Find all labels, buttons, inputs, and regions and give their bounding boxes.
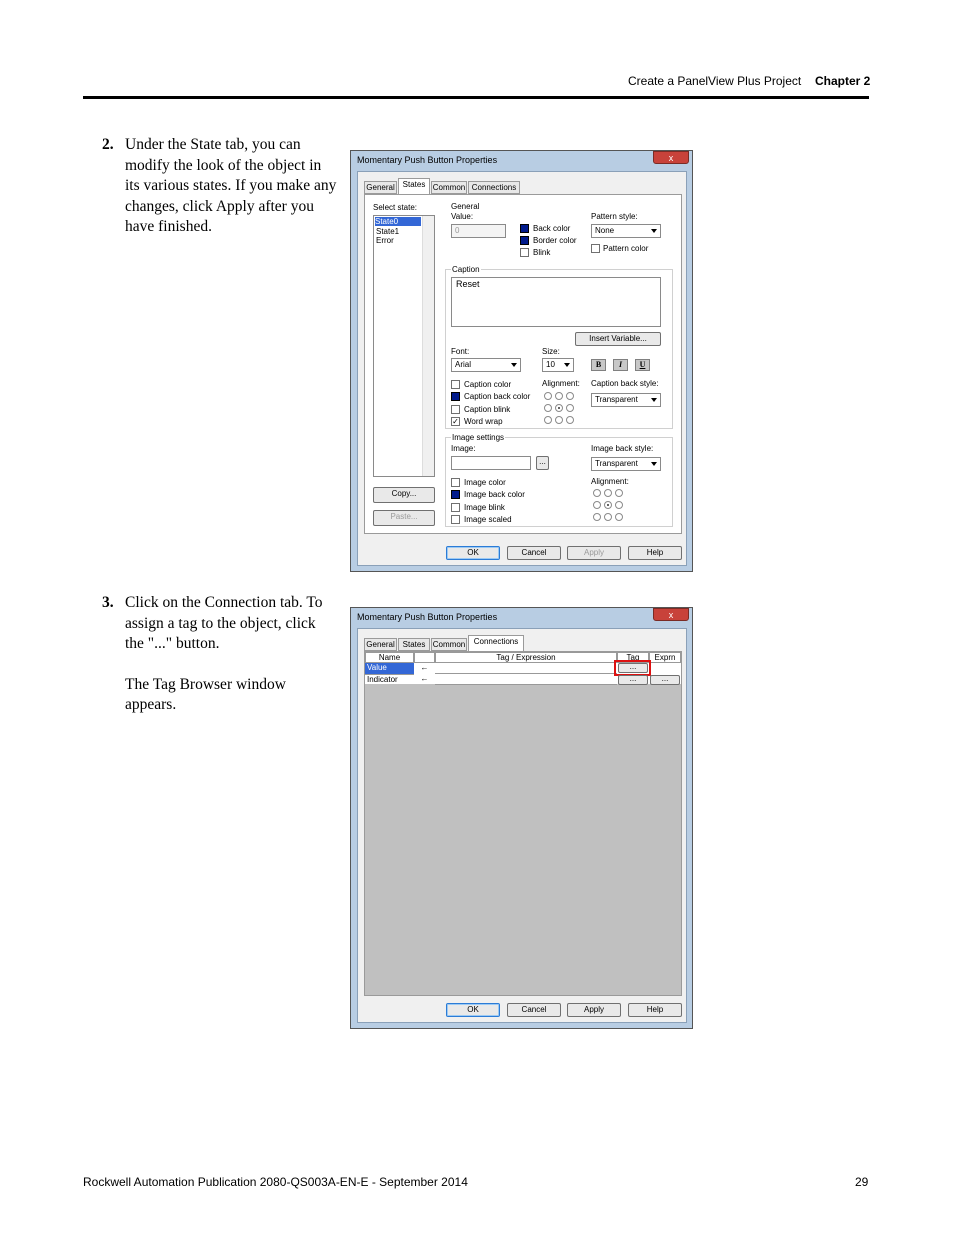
image-blink-checkbox[interactable]	[451, 503, 460, 512]
step-3-note-line: appears.	[125, 696, 177, 713]
step-3-line: the "..." button.	[125, 635, 220, 652]
image-alignment-label: Alignment:	[591, 477, 629, 486]
font-value: Arial	[455, 360, 472, 369]
image-back-color-swatch[interactable]	[451, 490, 460, 499]
blink-label: Blink	[533, 248, 551, 257]
help-button[interactable]: Help	[628, 1003, 682, 1017]
image-back-style-value: Transparent	[595, 459, 638, 468]
chevron-down-icon	[511, 363, 517, 367]
font-label: Font:	[451, 347, 470, 356]
image-label: Image:	[451, 444, 476, 453]
step-3-text	[125, 593, 340, 716]
column-header-tag: Tag	[617, 652, 649, 663]
step-3-line: assign a tag to the object, click	[125, 614, 316, 632]
step-3-number: 3.	[102, 594, 114, 611]
step-3-note-line: The Tag Browser window	[125, 675, 286, 693]
image-scaled-label: Image scaled	[464, 515, 512, 524]
image-settings-label: Image settings	[452, 433, 505, 442]
caption-alignment-label: Alignment:	[542, 379, 580, 388]
tag-browse-button[interactable]: ...	[618, 675, 648, 685]
dialog-title: Momentary Push Button Properties	[357, 155, 498, 165]
caption-align-radio[interactable]	[544, 416, 552, 424]
image-back-style-dropdown[interactable]	[591, 457, 661, 471]
apply-button[interactable]: Apply	[567, 1003, 621, 1017]
row-name-value[interactable]: Value	[365, 663, 414, 674]
pattern-color-label: Pattern color	[603, 244, 649, 253]
tab-common[interactable]: Common	[432, 640, 466, 649]
image-browse-button[interactable]: ...	[536, 456, 549, 470]
back-color-label: Back color	[533, 224, 571, 233]
running-header-section: Create a PanelView Plus Project	[628, 74, 802, 88]
caption-back-color-label: Caption back color	[464, 392, 531, 401]
chevron-down-icon	[564, 363, 570, 367]
state-listbox[interactable]	[373, 215, 435, 477]
listbox-scrollbar[interactable]	[422, 216, 434, 476]
tag-browse-button[interactable]: ...	[618, 663, 648, 673]
tag-expression-field[interactable]	[435, 674, 617, 685]
arrow-icon: ←	[420, 663, 429, 672]
tab-general[interactable]: General	[364, 181, 397, 194]
cancel-button[interactable]: Cancel	[507, 546, 561, 560]
arrow-icon: ←	[420, 674, 429, 683]
image-scaled-checkbox[interactable]	[451, 515, 460, 524]
value-label: Value:	[451, 212, 474, 221]
font-dropdown[interactable]	[451, 358, 521, 372]
chevron-down-icon	[651, 229, 657, 233]
blink-checkbox[interactable]	[520, 248, 529, 257]
caption-blink-checkbox[interactable]	[451, 405, 460, 414]
italic-button[interactable]: I	[613, 359, 628, 371]
step-2-number: 2.	[102, 136, 114, 153]
caption-align-radio[interactable]	[544, 392, 552, 400]
caption-back-color-swatch[interactable]	[451, 392, 460, 401]
state-item[interactable]: Error	[376, 236, 394, 245]
expression-browse-button[interactable]: ...	[650, 675, 680, 685]
image-color-checkbox[interactable]	[451, 478, 460, 487]
copy-button[interactable]: Copy...	[373, 487, 435, 503]
image-align-radio[interactable]	[593, 513, 601, 521]
state-item[interactable]: State1	[376, 227, 400, 236]
page-number: 29	[855, 1175, 869, 1189]
general-group-label: General	[451, 202, 480, 211]
close-button[interactable]: x	[653, 608, 689, 621]
step-3-line: Click on the Connection tab. To	[125, 594, 323, 611]
image-align-radio-selected[interactable]	[604, 501, 612, 509]
caption-align-radio[interactable]	[555, 416, 563, 424]
state-item-selected[interactable]: State0	[375, 217, 421, 226]
paste-button[interactable]: Paste...	[373, 510, 435, 526]
step-2-line: its various states. If you make any	[125, 177, 337, 194]
image-align-radio[interactable]	[615, 513, 623, 521]
tag-expression-field[interactable]	[435, 663, 617, 674]
image-align-radio[interactable]	[604, 489, 612, 497]
size-label: Size:	[542, 347, 560, 356]
image-back-style-label: Image back style:	[591, 444, 654, 453]
help-button[interactable]: Help	[628, 546, 682, 560]
apply-button[interactable]: Apply	[567, 546, 621, 560]
caption-align-radio-selected[interactable]	[555, 404, 563, 412]
insert-variable-button[interactable]: Insert Variable...	[575, 332, 661, 346]
caption-back-style-label: Caption back style:	[591, 379, 659, 388]
underline-button[interactable]: U	[635, 359, 650, 371]
image-color-label: Image color	[464, 478, 506, 487]
column-header-arrow	[414, 652, 435, 663]
tab-states[interactable]: States	[398, 638, 430, 651]
caption-align-radio[interactable]	[566, 392, 574, 400]
image-field[interactable]	[451, 456, 531, 470]
caption-color-checkbox[interactable]	[451, 380, 460, 389]
chevron-down-icon	[651, 462, 657, 466]
border-color-swatch[interactable]	[520, 236, 529, 245]
word-wrap-label: Word wrap	[464, 417, 503, 426]
caption-back-style-value: Transparent	[595, 395, 638, 404]
column-header-tag-expression: Tag / Expression	[435, 652, 617, 663]
image-align-radio[interactable]	[615, 501, 623, 509]
caption-color-label: Caption color	[464, 380, 512, 389]
step-2-line: changes, click Apply after you	[125, 197, 314, 215]
dialog-title: Momentary Push Button Properties	[357, 612, 498, 622]
chevron-down-icon	[651, 398, 657, 402]
size-value: 10	[546, 360, 555, 369]
dialog-body	[357, 628, 687, 1023]
select-state-label: Select state:	[373, 203, 418, 212]
tab-connections[interactable]: Connections	[468, 181, 520, 194]
size-dropdown[interactable]	[542, 358, 574, 372]
back-color-swatch[interactable]	[520, 224, 529, 233]
dialog-body	[357, 171, 687, 566]
ok-button[interactable]: OK	[446, 1003, 500, 1017]
step-2-line: modify the look of the object in	[125, 156, 322, 174]
column-header-name: Name	[365, 652, 414, 663]
states-tab-panel	[364, 194, 682, 534]
step-2-text	[125, 135, 340, 238]
step-2-line: have finished.	[125, 218, 212, 235]
pattern-style-value: None	[595, 226, 615, 235]
image-align-radio[interactable]	[593, 501, 601, 509]
caption-align-radio[interactable]	[544, 404, 552, 412]
caption-blink-label: Caption blink	[464, 405, 511, 414]
ok-button[interactable]: OK	[446, 546, 500, 560]
caption-back-style-dropdown[interactable]	[591, 393, 661, 407]
footer-publication: Rockwell Automation Publication 2080-QS003A-EN-E - September 2014	[83, 1175, 468, 1189]
caption-align-radio[interactable]	[566, 416, 574, 424]
tab-connections[interactable]: Connections	[468, 635, 524, 652]
caption-textarea[interactable]: Reset	[451, 277, 661, 327]
pattern-style-dropdown[interactable]	[591, 224, 661, 238]
close-button[interactable]: x	[653, 151, 689, 164]
image-align-radio[interactable]	[615, 489, 623, 497]
header-rule	[83, 96, 869, 99]
states-dialog-window	[350, 150, 693, 572]
pattern-style-label: Pattern style:	[591, 212, 638, 221]
value-field[interactable]: 0	[451, 224, 506, 238]
caption-align-radio[interactable]	[555, 392, 563, 400]
row-name-indicator[interactable]: Indicator	[365, 674, 414, 685]
running-header-chapter: Chapter 2	[815, 74, 871, 88]
step-2-line: Under the State tab, you can	[125, 136, 301, 153]
connections-tab-panel	[364, 651, 682, 996]
pattern-color-checkbox[interactable]	[591, 244, 600, 253]
cancel-button[interactable]: Cancel	[507, 1003, 561, 1017]
border-color-label: Border color	[533, 236, 577, 245]
connections-dialog-window	[350, 607, 693, 1029]
column-header-exprn: Exprn	[649, 652, 681, 663]
image-align-radio[interactable]	[604, 513, 612, 521]
image-align-radio[interactable]	[593, 489, 601, 497]
bold-button[interactable]: B	[591, 359, 606, 371]
tab-common[interactable]: Common	[432, 183, 466, 192]
image-blink-label: Image blink	[464, 503, 505, 512]
caption-align-radio[interactable]	[566, 404, 574, 412]
image-back-color-label: Image back color	[464, 490, 525, 499]
caption-group-label: Caption	[452, 265, 480, 274]
tab-general[interactable]: General	[364, 638, 397, 651]
word-wrap-checkbox[interactable]: ✓	[452, 417, 459, 426]
tab-states[interactable]: States	[398, 178, 430, 195]
